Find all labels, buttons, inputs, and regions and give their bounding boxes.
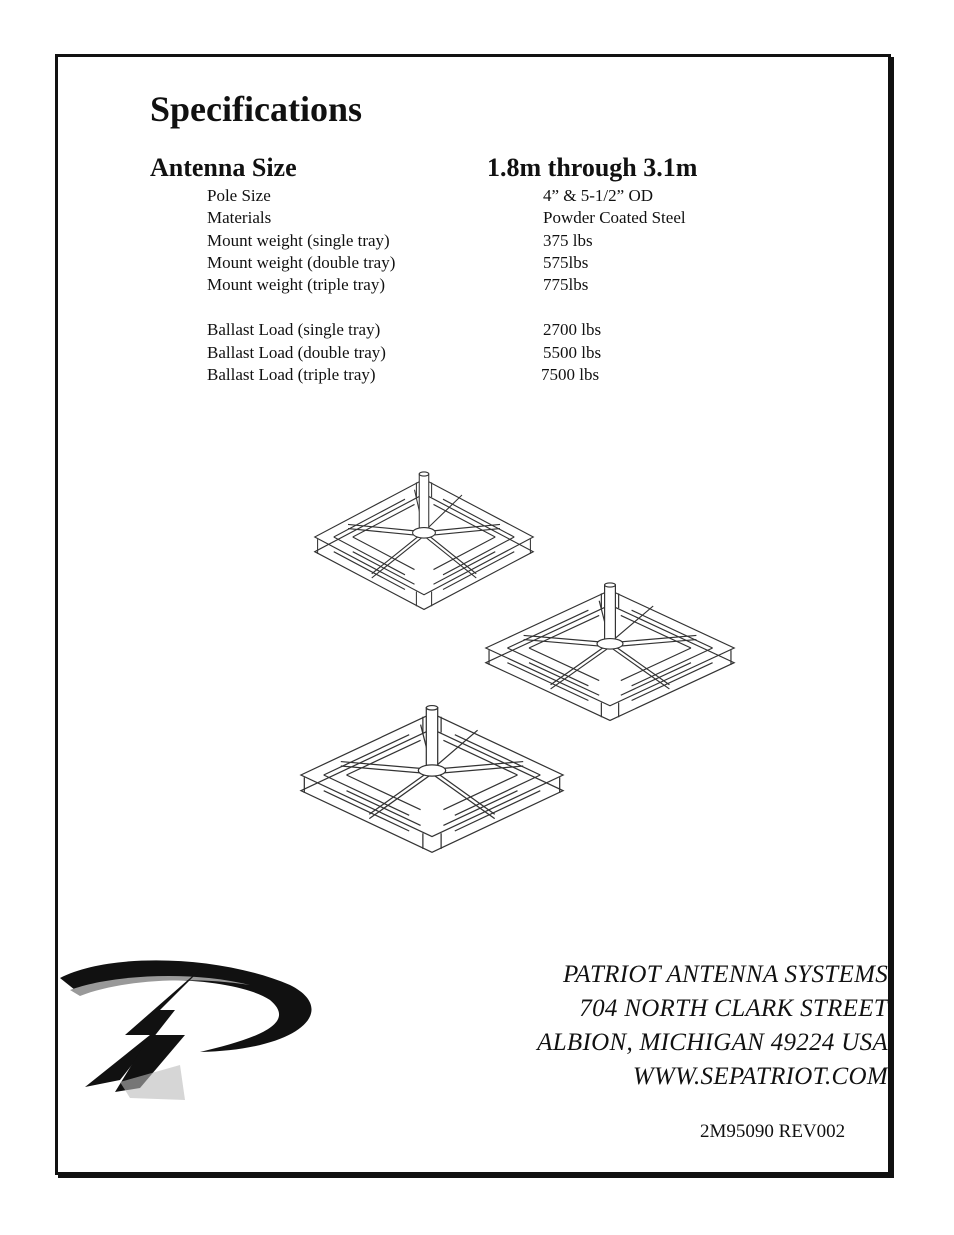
- spec-value: 575lbs: [543, 253, 589, 272]
- document-code: 2M95090 REV002: [700, 1121, 846, 1142]
- spec-value: 7500 lbs: [541, 365, 600, 384]
- spec-value: Powder Coated Steel: [543, 208, 686, 227]
- spec-label: Mount weight (double tray): [207, 253, 396, 272]
- company-street: 704 NORTH CLARK STREET: [579, 995, 888, 1022]
- spec-value: 4” & 5-1/2” OD: [543, 186, 654, 205]
- spec-label: Mount weight (single tray): [207, 231, 390, 250]
- company-name: PATRIOT ANTENNA SYSTEMS: [562, 961, 888, 988]
- company-city: ALBION, MICHIGAN 49224 USA: [537, 1029, 888, 1056]
- spec-label: Ballast Load (double tray): [207, 343, 386, 362]
- spec-value: 2700 lbs: [543, 320, 602, 339]
- spec-value: 375 lbs: [543, 231, 593, 250]
- spec-value: 775lbs: [543, 275, 589, 294]
- spec-label: Ballast Load (triple tray): [207, 365, 376, 384]
- antenna-size-range: 1.8m through 3.1m: [487, 153, 698, 182]
- spec-label: Ballast Load (single tray): [207, 320, 381, 339]
- antenna-size-heading: Antenna Size: [150, 153, 297, 182]
- spec-label: Pole Size: [207, 186, 271, 205]
- spec-label: Materials: [207, 208, 272, 227]
- page-title: Specifications: [150, 89, 362, 129]
- patriot-logo-icon: [60, 960, 312, 1100]
- company-address: [537, 958, 888, 1094]
- spec-label: Mount weight (triple tray): [207, 275, 385, 294]
- spec-value: 5500 lbs: [543, 343, 602, 362]
- company-website: WWW.SEPATRIOT.COM: [632, 1063, 888, 1090]
